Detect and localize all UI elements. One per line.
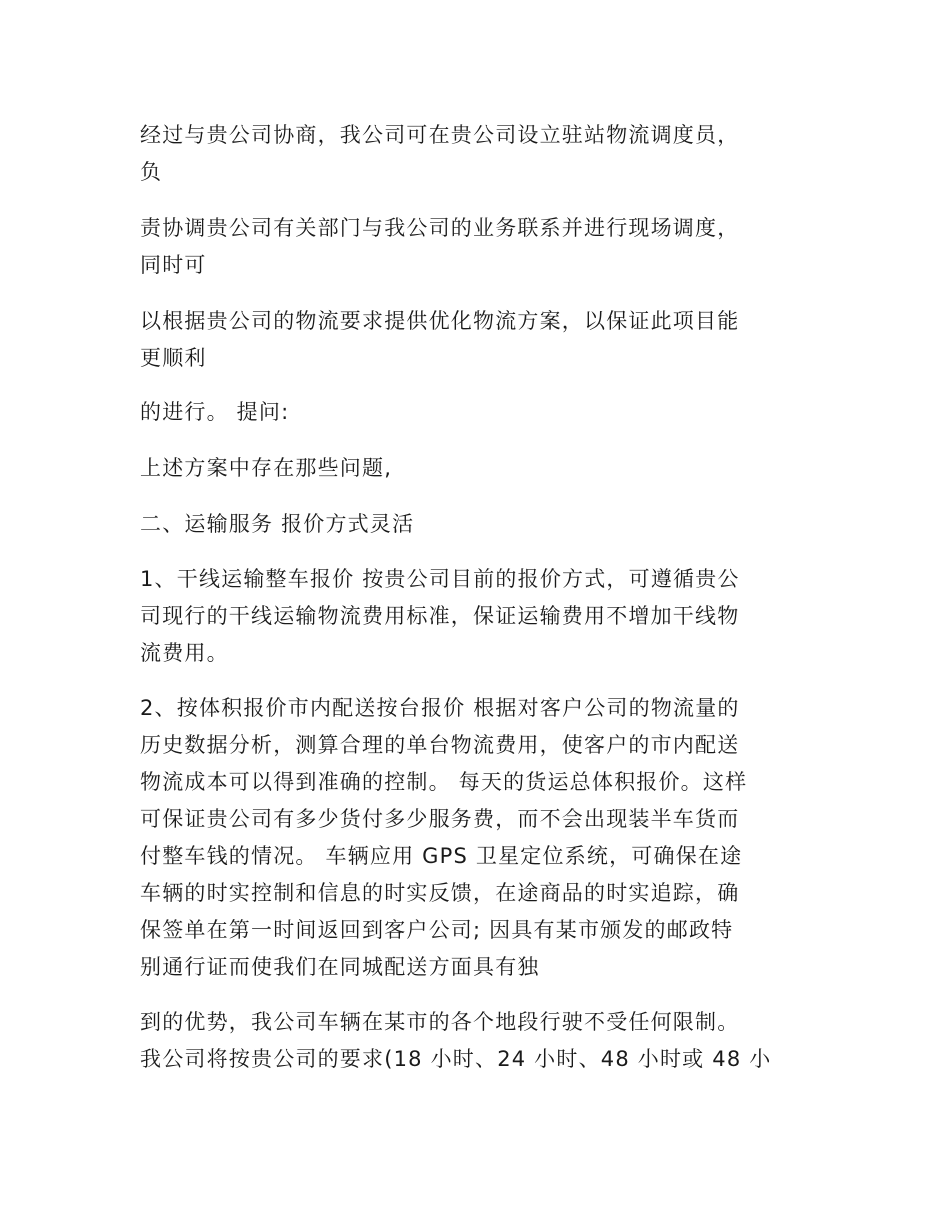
text-line: 司现行的干线运输物流费用标准，保证运输费用不增加干线物 [140,604,740,628]
paragraph-3 [140,303,820,377]
text-line: 更顺利 [140,346,207,370]
text-line: 上述方案中存在那些问题, [140,456,393,480]
text-line: 二、运输服务 报价方式灵活 [140,512,415,536]
paragraph-5 [140,450,820,487]
paragraph-8 [140,690,820,986]
text-line: 以根据贵公司的物流要求提供优化物流方案，以保证此项目能 [140,309,740,333]
text-line: 到的优势，我公司车辆在某市的各个地段行驶不受任何限制。 [140,1010,740,1034]
text-line: 的进行。 提问: [140,400,290,424]
paragraph-4 [140,394,820,431]
text-line: 历史数据分析，测算合理的单台物流费用，使客户的市内配送 [140,733,740,757]
text-line: 经过与贵公司协商，我公司可在贵公司设立驻站物流调度员， [140,123,740,147]
text-line: 我公司将按贵公司的要求(18 小时、24 小时、48 小时或 48 小 [140,1047,772,1071]
text-line: 2、按体积报价市内配送按台报价 根据对客户公司的物流量的 [140,696,740,720]
paragraph-2 [140,210,820,284]
paragraph-1 [140,117,820,191]
text-line: 可保证贵公司有多少货付多少服务费，而不会出现装半车货而 [140,807,740,831]
text-line: 流费用。 [140,641,229,665]
section-heading [140,506,820,543]
text-line: 责协调贵公司有关部门与我公司的业务联系并进行现场调度， [140,216,740,240]
text-line: 保签单在第一时间返回到客户公司; 因具有某市颁发的邮政特 [140,918,734,942]
paragraph-7 [140,561,820,672]
text-line: 物流成本可以得到准确的控制。 每天的货运总体积报价。这样 [140,770,748,794]
text-line: 别通行证而使我们在同城配送方面具有独 [140,955,540,979]
text-line: 同时可 [140,253,207,277]
text-line: 车辆的时实控制和信息的时实反馈，在途商品的时实追踪，确 [140,881,740,905]
text-line: 付整车钱的情况。 车辆应用 GPS 卫星定位系统，可确保在途 [140,844,743,868]
text-line: 1、干线运输整车报价 按贵公司目前的报价方式，可遵循贵公 [140,567,740,591]
paragraph-9 [140,1004,820,1078]
text-line: 负 [140,160,163,184]
